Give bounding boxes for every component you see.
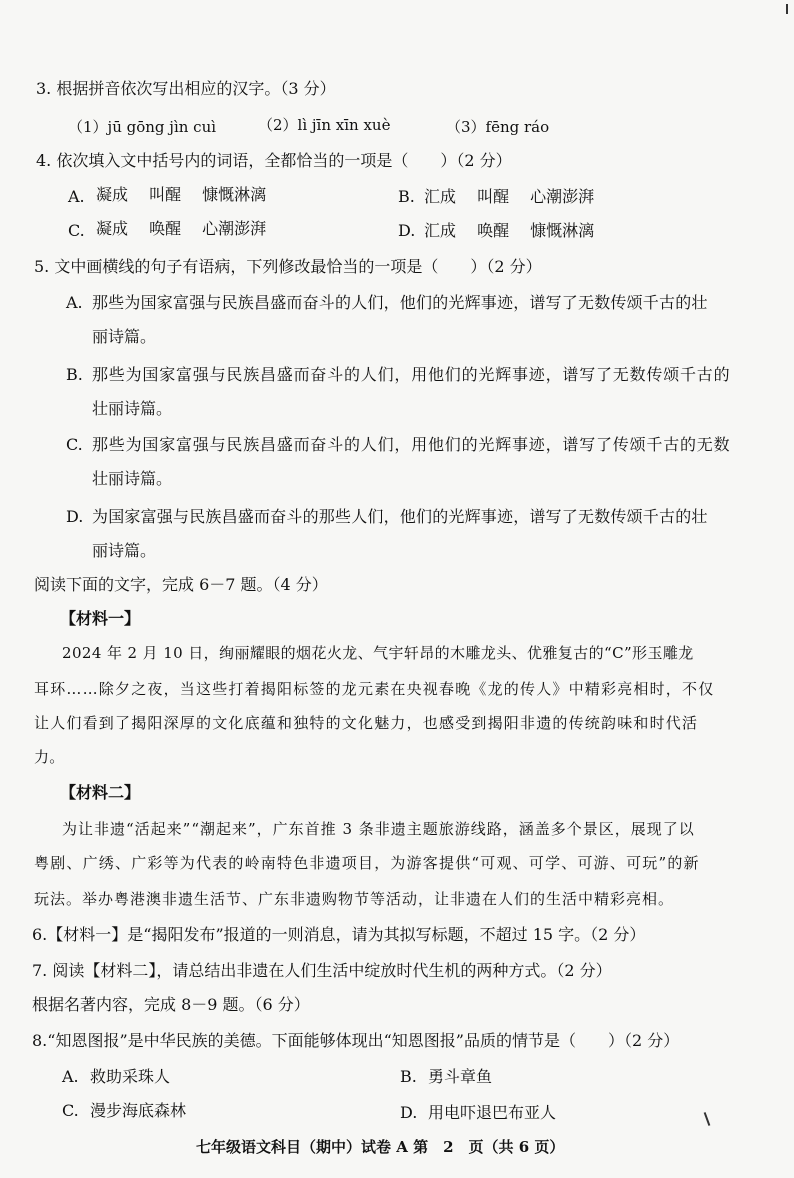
- material1-line-2: 耳环……除夕之夜，当这些打着揭阳标签的龙元素在央视春晚《龙的传人》中精彩亮相时，不仅: [34, 680, 715, 698]
- q5-option-c-line2: 壮丽诗篇。: [92, 469, 173, 488]
- q3-item-3: （3）fēng ráo: [446, 118, 550, 136]
- q7-stem: 7. 阅读【材料二】，请总结出非遗在人们生活中绽放时代生机的两种方式。（2 分）: [32, 961, 612, 980]
- q5-option-c-line1: 那些为国家富强与民族昌盛而奋斗的人们，用他们的光辉事迹，谱写了传颂千古的无数: [92, 435, 731, 454]
- q8-option-d-label: D.: [400, 1103, 418, 1122]
- q3-stem: 3. 根据拼音依次写出相应的汉字。（3 分）: [36, 79, 336, 98]
- q5-option-b-line1: 那些为国家富强与民族昌盛而奋斗的人们，用他们的光辉事迹，谱写了无数传颂千古的: [92, 365, 731, 384]
- q8-option-a-text: 救助采珠人: [90, 1067, 171, 1086]
- q4-option-d-label: D.: [398, 221, 416, 240]
- material2-line-2: 粤剧、广绣、广彩等为代表的岭南特色非遗项目，为游客提供“可观、可学、可游、可玩”的新: [34, 854, 700, 872]
- q5-option-a-line2: 丽诗篇。: [92, 327, 157, 346]
- q8-option-c-text: 漫步海底森林: [90, 1101, 187, 1120]
- q4-option-b-text: 汇成 叫醒 心潮澎湃: [424, 187, 595, 206]
- q5-option-a-label: A.: [66, 293, 83, 312]
- q6-stem: 6.【材料一】是“揭阳发布”报道的一则消息，请为其拟写标题，不超过 15 字。（2 分）: [32, 925, 646, 944]
- q3-item-1: （1）jū gōng jìn cuì: [68, 118, 217, 136]
- q4-option-c-label: C.: [68, 221, 85, 240]
- reading-intro: 阅读下面的文字，完成 6－7 题。（4 分）: [34, 575, 328, 594]
- classics-intro: 根据名著内容，完成 8－9 题。（6 分）: [32, 995, 310, 1014]
- q4-option-d-text: 汇成 唤醒 慷慨淋漓: [424, 221, 595, 240]
- material1-line-1: 2024 年 2 月 10 日，绚丽耀眼的烟花火龙、气宇轩昂的木雕龙头、优雅复古的“C”形玉雕龙: [62, 644, 694, 662]
- q4-option-a-text: 凝成 叫醒 慷慨淋漓: [96, 185, 267, 204]
- q3-item-2: （2）lì jīn xīn xuè: [258, 116, 391, 134]
- q8-option-d-text: 用电吓退巴布亚人: [428, 1103, 557, 1122]
- q8-option-a-label: A.: [62, 1067, 79, 1086]
- q8-stem: 8.“知恩图报”是中华民族的美德。下面能够体现出“知恩图报”品质的情节是（ ）（2 分）: [32, 1031, 680, 1050]
- q4-option-a-label: A.: [68, 187, 85, 206]
- q8-option-c-label: C.: [62, 1101, 79, 1120]
- q5-option-d-line1: 为国家富强与民族昌盛而奋斗的那些人们，他们的光辉事迹，谱写了无数传颂千古的壮: [92, 507, 708, 526]
- pen-mark: [704, 1112, 711, 1126]
- q8-option-b-label: B.: [400, 1067, 417, 1086]
- pen-mark: [786, 4, 788, 14]
- q4-option-b-label: B.: [398, 187, 415, 206]
- q4-stem: 4. 依次填入文中括号内的词语，全都恰当的一项是（ ）（2 分）: [36, 151, 512, 170]
- material2-line-1: 为让非遗“活起来”“潮起来”，广东首推 3 条非遗主题旅游线路，涵盖多个景区，展现了以: [62, 820, 695, 838]
- q8-option-b-text: 勇斗章鱼: [428, 1067, 493, 1086]
- q5-option-d-label: D.: [66, 507, 84, 526]
- q5-option-d-line2: 丽诗篇。: [92, 541, 157, 560]
- material2-title: 【材料二】: [60, 783, 141, 802]
- q4-option-c-text: 凝成 唤醒 心潮澎湃: [96, 219, 267, 238]
- material2-line-3: 玩法。举办粤港澳非遗生活节、广东非遗购物节等活动，让非遗在人们的生活中精彩亮相。: [34, 890, 675, 908]
- q5-stem: 5. 文中画横线的句子有语病，下列修改最恰当的一项是（ ）（2 分）: [34, 257, 542, 276]
- material1-line-4: 力。: [34, 748, 65, 766]
- q5-option-b-line2: 壮丽诗篇。: [92, 399, 173, 418]
- q5-option-c-label: C.: [66, 435, 83, 454]
- q5-option-a-line1: 那些为国家富强与民族昌盛而奋斗的人们，他们的光辉事迹，谱写了无数传颂千古的壮: [92, 293, 708, 312]
- material1-title: 【材料一】: [60, 609, 141, 628]
- material1-line-3: 让人们看到了揭阳深厚的文化底蕴和独特的文化魅力，也感受到揭阳非遗的传统韵味和时代活: [34, 714, 699, 732]
- page-footer: 七年级语文科目（期中）试卷 A 第 2 页（共 6 页）: [196, 1138, 565, 1156]
- q5-option-b-label: B.: [66, 365, 83, 384]
